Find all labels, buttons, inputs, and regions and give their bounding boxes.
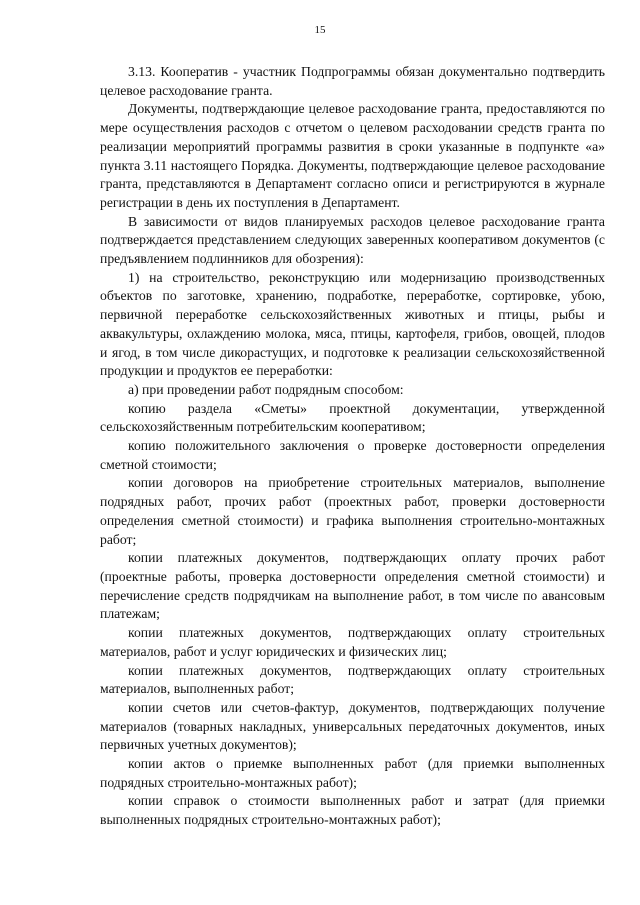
paragraph-subitem-a: а) при проведении работ подрядным способом: (128, 381, 404, 397)
paragraph-acceptance-acts: копии актов о приемке выполненных работ (для приемки выполненных подрядных строительно-монтажных работ); (100, 756, 605, 790)
paragraph-payment-materials-services: копии платежных документов, подтверждающих оплату строительных материалов, работ и услуг юридических и физических лиц; (100, 625, 605, 659)
paragraph-contracts-copy: копии договоров на приобретение строительных материалов, выполнение подрядных работ, прочих работ (проектных работ, проверки достоверности определения сметной стоимости) и графика выполнения строительно-монтажных работ; (100, 475, 605, 547)
paragraph-payment-other-works: копии платежных документов, подтверждающих оплату прочих работ (проектные работы, проверка достоверности определения сметной стоимости) и перечисление средств подрядчикам на выполнение работ, в том числе по авансовым платежам; (100, 550, 605, 622)
paragraph-payment-materials-works: копии платежных документов, подтверждающих оплату строительных материалов, выполненных работ; (100, 662, 605, 697)
paragraph-conclusion-copy: копию положительного заключения о проверке достоверности определения сметной стоимости; (100, 438, 605, 472)
paragraph-3-13: 3.13. Кооператив - участник Подпрограммы обязан документально подтвердить целевое расходование гранта. (100, 64, 605, 98)
body-text (100, 63, 605, 830)
page-number: 15 (314, 24, 326, 36)
paragraph-item-1: 1) на строительство, реконструкцию или модернизацию производственных объектов по заготовке, хранению, подработке, переработке, сортировке, убою, первичной переработке сельскохозяйственных животных и птицы, рыбы и аквакультуры, охлаждению молока, мяса, птицы, картофеля, грибов, овощей, плодов и ягод, в том числе дикорастущих, и подготовке к реализации сельскохозяйственной продукции и продуктов ее переработки: (100, 269, 605, 379)
paragraph-estimate-copy: копию раздела «Сметы» проектной документации, утвержденной сельскохозяйственным потребительским кооперативом; (100, 400, 605, 435)
paragraph-documents: Документы, подтверждающие целевое расходование гранта, предоставляются по мере осуществления расходов с отчетом о целевом расходовании средств гранта по реализации мероприятий программы развития в сроки указанные в подпункте «а» пункта 3.11 настоящего Порядка. Документы, подтверждающие целевое расходование гранта, представляются в Департамент согласно описи и регистрируются в журнале регистрации в день их поступления в Департамент. (100, 101, 605, 210)
paragraph-invoices-copy: копии счетов или счетов-фактур, документов, подтверждающих получение материалов (товарных накладных, универсальных передаточных документов, иных первичных учетных документов); (100, 699, 605, 753)
paragraph-dependence: В зависимости от видов планируемых расходов целевое расходование гранта подтверждается представлением следующих заверенных кооперативом документов (с предъявлением подлинников для обозрения): (100, 213, 605, 267)
paragraph-cost-certificates: копии справок о стоимости выполненных работ и затрат (для приемки выполненных подрядных строительно-монтажных работ); (100, 793, 605, 828)
